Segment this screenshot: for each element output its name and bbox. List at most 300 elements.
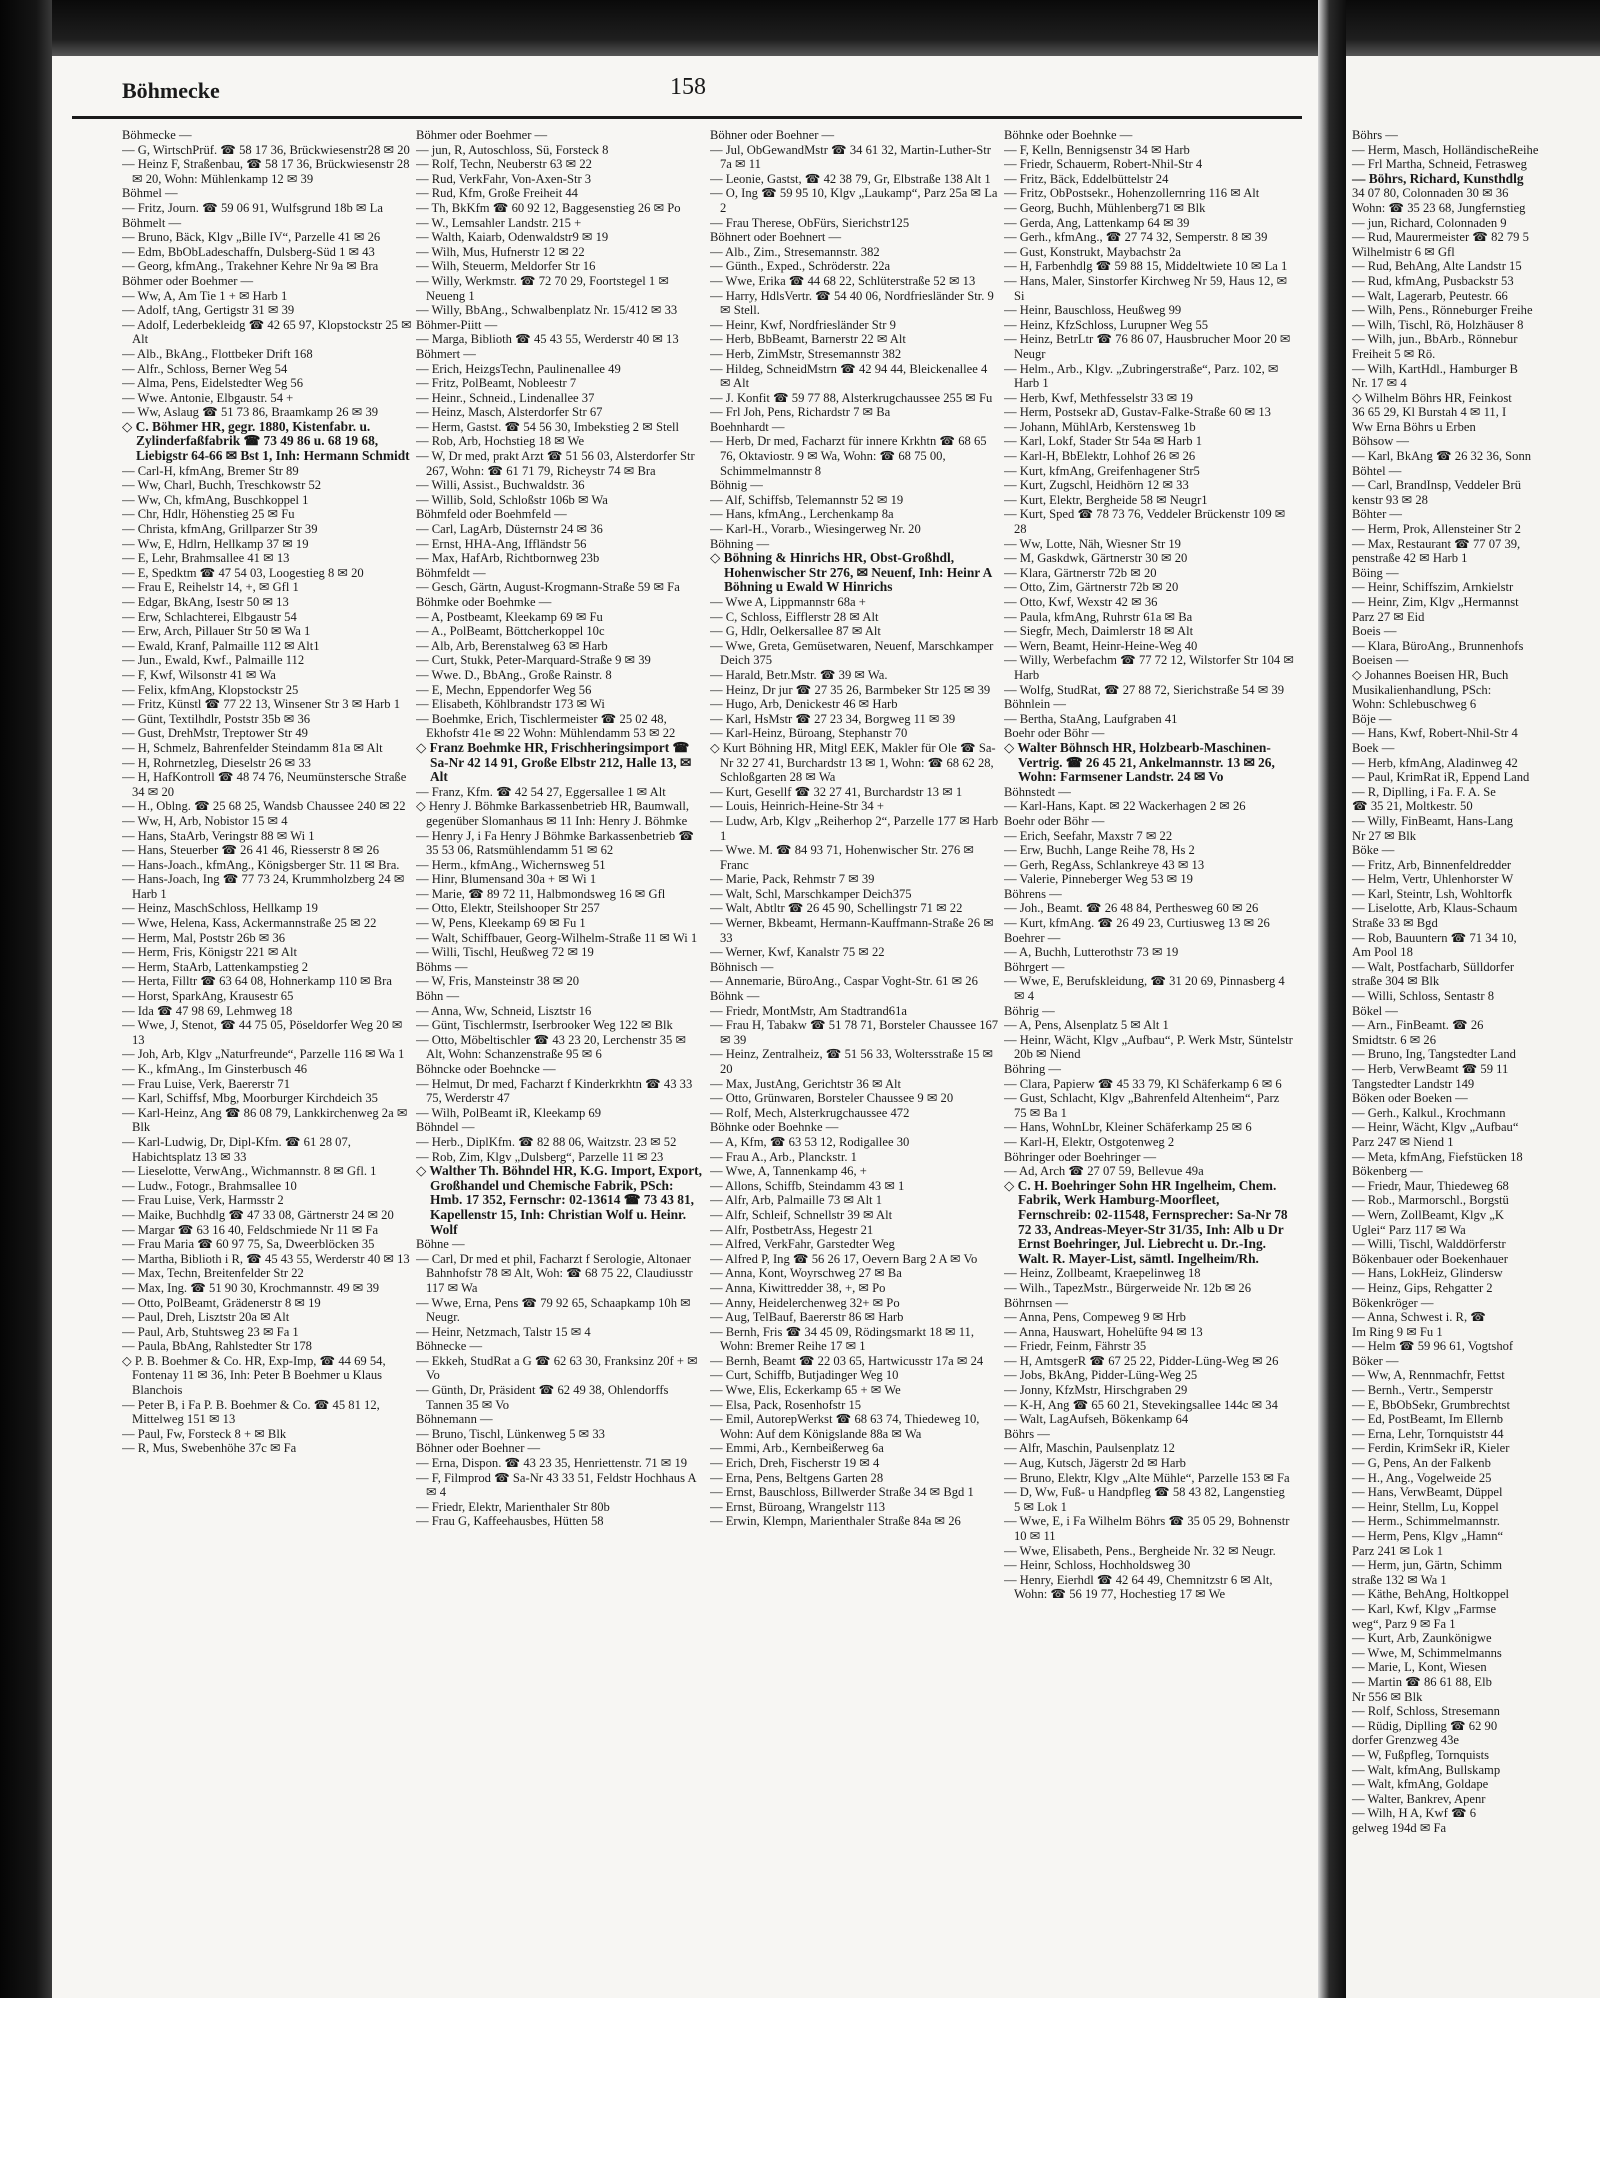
directory-entry: — Heinr, Bauschloss, Heußweg 99	[1004, 303, 1182, 318]
directory-entry: Bökenbauer oder Boekenhauer	[1352, 1251, 1508, 1266]
directory-entry: — Klara, BüroAng., Brunnenhofs	[1352, 638, 1524, 653]
directory-entry: — Marie, L, Kont, Wiesen	[1352, 1660, 1487, 1675]
directory-entry: Böhnert oder Boehnert —	[710, 230, 842, 245]
directory-entry: — Max, Restaurant ☎ 77 07 39,	[1352, 536, 1521, 551]
next-page-fragment	[1346, 56, 1600, 1998]
directory-entry: Smidtstr. 6 ✉ 26	[1352, 1032, 1437, 1047]
directory-entry: — Frl Martha, Schneid, Fetrasweg	[1352, 157, 1527, 172]
directory-entry: — Heinz, MaschSchloss, Hellkamp 19	[122, 901, 318, 916]
directory-entry: — Rob., Marmorschl., Borgstü	[1352, 1193, 1509, 1208]
directory-entry: — Herb, ZimMstr, Stresemannstr 382	[710, 346, 902, 361]
directory-entry: — Rob, Zim, Klgv „Dulsberg“, Parzelle 11 ✉ 23	[416, 1149, 664, 1164]
directory-entry: — Rüdig, Diplling ☎ 62 90	[1352, 1718, 1498, 1733]
directory-entry: Böhnke oder Boehnke —	[1004, 128, 1133, 142]
directory-entry: — J. Konfit ☎ 59 77 88, Alsterkrugchaussee 255 ✉ Fu	[710, 390, 993, 405]
directory-entry: — Joh., Beamt. ☎ 26 48 84, Perthesweg 60 ✉ 26	[1004, 901, 1259, 916]
directory-entry-firm: ◇ C. H. Boehringer Sohn HR Ingelheim, Chem. Fabrik, Werk Hamburg-Moorfleet, Fernschreib: 02-11548, Fernsprecher: Sa-Nr 78 72 33, Andreas-Meyer-Str 31/35, Inh: Alb u Dr Ernst Boehringer, Jul. Liebrecht u. Dr.-Ing. Walt. R. Mayer-List, sämtl. Ingelheim/Rh.	[1004, 1177, 1288, 1266]
directory-entry: — Felix, kfmAng, Klopstockstr 25	[122, 682, 299, 697]
directory-entry: — Heinz, BetrLtr ☎ 76 86 07, Hausbrucher Moor 20 ✉ Neugr	[1004, 332, 1291, 361]
directory-entry: — Helmut, Dr med, Facharzt f Kinderkrkhtn ☎ 43 33 75, Werderstr 47	[416, 1076, 693, 1106]
directory-entry: — Elisabeth, Köhlbrandstr 173 ✉ Wi	[416, 697, 605, 712]
directory-entry: — Ww, E, Hdlrn, Hellkamp 37 ✉ 19	[122, 536, 309, 551]
directory-entry: — Walt, Schl, Marschkamper Deich375	[710, 886, 912, 901]
directory-entry-firm: ◇ Franz Boehmke HR, Frischheringsimport ☎ Sa-Nr 42 14 91, Große Elbstr 212, Halle 13, ✉ Alt	[416, 739, 692, 785]
directory-entry: 36 65 29, Kl Burstah 4 ✉ 11, I	[1352, 405, 1507, 420]
directory-entry: — Walt, Abtltr ☎ 26 45 90, Schellingstr 71 ✉ 22	[710, 901, 963, 916]
directory-entry: — jun, R, Autoschloss, Sü, Forsteck 8	[416, 142, 609, 157]
directory-entry: Böhrens —	[1004, 886, 1062, 901]
directory-entry: — Anna, Ww, Schneid, Lisztstr 16	[416, 1003, 592, 1018]
directory-entry: — Helm, Vertr, Uhlenhorster W	[1352, 872, 1514, 887]
directory-entry: — Franz, Kfm. ☎ 42 54 27, Eggersallee 1 ✉ Alt	[416, 784, 666, 799]
directory-entry: — Ernst, HHA-Ang, Iffländstr 56	[416, 536, 587, 551]
directory-entry: — Otto, Elektr, Steilshooper Str 257	[416, 901, 600, 916]
directory-entry: — Fritz, PolBeamt, Nobleestr 7	[416, 376, 577, 391]
directory-entry: — Valerie, Pinneberger Weg 53 ✉ 19	[1004, 872, 1193, 887]
directory-entry: — Frau E, Reihelstr 14, +, ✉ Gfl 1	[122, 580, 299, 595]
directory-entry: — Anna, Kiwittredder 38, +, ✉ Po	[710, 1280, 886, 1295]
directory-entry: — Kurt, Sped ☎ 78 73 76, Veddeler Brückenstr 109 ✉ 28	[1004, 507, 1286, 537]
directory-entry: — Georg, kfmAng., Trakehner Kehre Nr 9a ✉ Bra	[122, 259, 379, 274]
directory-entry: — Margar ☎ 63 16 40, Feldschmiede Nr 11 ✉ Fa	[122, 1222, 379, 1237]
directory-entry: Böhms —	[416, 959, 468, 974]
directory-entry: — G, WirtschPrüf. ☎ 58 17 36, Brückwiesenstr28 ✉ 20	[122, 142, 410, 157]
directory-entry: — Heinr, Schiffszim, Arnkielstr	[1352, 580, 1514, 595]
directory-entry: — Frau Maria ☎ 60 97 75, Sa, Dweerblöcken 35	[122, 1237, 375, 1252]
directory-entry: — Otto, Zim, Gärtnerstr 72b ✉ 20	[1004, 580, 1179, 595]
directory-entry: Böhndel —	[416, 1120, 475, 1135]
directory-entry: ◇ Kurt Böhning HR, Mitgl EEK, Makler für Ole ☎ Sa-Nr 32 27 41, Burchardstr 13 ✉ 1, Wohn: ☎ 68 62 28, Schloßgarten 28 ✉ Wa	[710, 740, 996, 785]
directory-entry: Böhmel —	[122, 186, 178, 201]
directory-entry: — Alfr, PostbetrAss, Hegestr 21	[710, 1222, 874, 1237]
directory-entry: — G, Pens, An der Falkenb	[1352, 1456, 1491, 1471]
directory-entry: — W, Fris, Mansteinstr 38 ✉ 20	[416, 974, 580, 989]
directory-entry: — Wwe, J, Stenot, ☎ 44 75 05, Pöseldorfer Weg 20 ✉ 13	[122, 1018, 403, 1047]
directory-entry: — Wwe. D., BbAng., Große Rainstr. 8	[416, 667, 612, 682]
directory-entry: — Arn., FinBeamt. ☎ 26	[1352, 1018, 1484, 1033]
directory-entry: — Alfr., Schloss, Berner Weg 54	[122, 361, 288, 376]
directory-entry: — Erw, Buchh, Lange Reihe 78, Hs 2	[1004, 843, 1195, 858]
directory-entry: — Karl-Heinz, Ang ☎ 86 08 79, Lankkirchenweg 2a ✉ Blk	[122, 1105, 408, 1135]
directory-entry: — Jobs, BkAng, Pidder-Lüng-Weg 25	[1004, 1368, 1198, 1383]
directory-entry: — Wolfg, StudRat, ☎ 27 88 72, Sierichstraße 54 ✉ 39	[1004, 682, 1284, 697]
directory-entry: — Jun., Ewald, Kwf., Palmaille 112	[122, 653, 305, 668]
directory-entry: — Willy, FinBeamt, Hans-Lang	[1352, 813, 1514, 828]
scan-border-gutter	[1318, 0, 1346, 2000]
directory-entry: — Hans-Joach., kfmAng., Königsberger Str. 11 ✉ Bra.	[122, 857, 400, 872]
directory-entry: — A., PolBeamt, Böttcherkoppel 10c	[416, 624, 605, 639]
directory-entry: — Boehmke, Erich, Tischlermeister ☎ 25 02 48, Ekhofstr 41e ✉ 22 Wohn: Mühlendamm 53 ✉ 22	[416, 711, 676, 741]
directory-entry: — Th, BkKfm ☎ 60 92 12, Baggesenstieg 26 ✉ Po	[416, 200, 681, 215]
directory-entry: Böhtel —	[1352, 463, 1402, 478]
directory-entry: — Walt, kfmAng, Goldape	[1352, 1777, 1489, 1792]
directory-entry: — Fritz, Arb, Binnenfeldredder	[1352, 857, 1512, 872]
directory-entry: — Martha, Biblioth i R, ☎ 45 43 55, Werderstr 40 ✉ 13	[122, 1251, 410, 1266]
directory-entry: Böje —	[1352, 711, 1392, 726]
directory-entry: — Rolf, Schloss, Stresemann	[1352, 1704, 1500, 1719]
directory-entry: Boehr oder Böhr —	[1004, 726, 1105, 741]
directory-entry: — Ww, Aslaug ☎ 51 73 86, Braamkamp 26 ✉ 39	[122, 405, 379, 420]
directory-entry: straße 304 ✉ Blk	[1352, 974, 1440, 989]
directory-entry: — Willy, Werkmstr. ☎ 72 70 29, Foortstegel 1 ✉ Neueng 1	[416, 273, 669, 303]
directory-entry: — Gust, Schlacht, Klgv „Bahrenfeld Altenheim“, Parz 75 ✉ Ba 1	[1004, 1091, 1280, 1120]
directory-entry: — Wwe, Erna, Pens ☎ 79 92 65, Schaapkamp 10h ✉ Neugr.	[416, 1295, 691, 1325]
directory-entry: — Günt, Textilhdlr, Poststr 35b ✉ 36	[122, 711, 311, 726]
directory-entry: — Kurt, Zugschl, Heidhörn 12 ✉ 33	[1004, 478, 1189, 493]
directory-entry: — Otto, Möbeltischler ☎ 43 23 20, Lerchenstr 35 ✉ Alt, Wohn: Schanzenstraße 95 ✉ 6	[416, 1032, 687, 1062]
directory-entry: Parz 241 ✉ Lok 1	[1352, 1543, 1443, 1558]
directory-entry: Böhner oder Boehner —	[710, 128, 835, 142]
directory-entry: — Werner, Bkbeamt, Hermann-Kauffmann-Straße 26 ✉ 33	[710, 916, 994, 945]
directory-entry: — Marie, ☎ 89 72 11, Halbmondsweg 16 ✉ Gfl	[416, 886, 666, 901]
directory-entry: — Otto, PolBeamt, Grädenerstr 8 ✉ 19	[122, 1295, 321, 1310]
directory-entry: — Kurt, Arb, Zaunkönigwe	[1352, 1631, 1492, 1646]
directory-entry: — Erna, Lehr, Tornquiststr 44	[1352, 1426, 1504, 1441]
directory-entry: — Ernst, Bauschloss, Billwerder Straße 34 ✉ Bgd 1	[710, 1485, 974, 1500]
directory-entry: Böken oder Boeken —	[1352, 1091, 1468, 1106]
directory-entry: — Rolf, Mech, Alsterkrugchaussee 472	[710, 1105, 910, 1120]
directory-column-2	[416, 128, 706, 1988]
directory-entry: — Ekkeh, StudRat a G ☎ 62 63 30, Franksinz 20f + ✉ Vo	[416, 1353, 698, 1383]
directory-entry: — Herb, BbBeamt, Barnerstr 22 ✉ Alt	[710, 332, 906, 347]
directory-entry: — Meta, kfmAng, Fiefstücken 18	[1352, 1149, 1523, 1164]
directory-entry: — Heinr, Schloss, Hochholdsweg 30	[1004, 1558, 1191, 1573]
directory-entry: — Joh, Arb, Klgv „Naturfreunde“, Parzelle 116 ✉ Wa 1	[122, 1047, 405, 1062]
directory-entry: Straße 33 ✉ Bgd	[1352, 916, 1438, 931]
directory-entry: — Carl, LagArb, Düsternstr 24 ✉ 36	[416, 522, 603, 537]
directory-entry: — Erich, Dreh, Fischerstr 19 ✉ 4	[710, 1456, 880, 1471]
directory-entry: — Heinr, Kwf, Nordfriesländer Str 9	[710, 317, 896, 332]
directory-entry: — Herm, jun, Gärtn, Schimm	[1352, 1558, 1503, 1573]
directory-entry: — R, Diplling, i Fa. F. A. Se	[1352, 784, 1496, 799]
directory-entry: — Gerh., Kalkul., Krochmann	[1352, 1105, 1506, 1120]
directory-entry: — H., Oblng. ☎ 25 68 25, Wandsb Chaussee 240 ✉ 22	[122, 799, 406, 814]
directory-entry: — Annemarie, BüroAng., Caspar Voght-Str. 61 ✉ 26	[710, 974, 978, 989]
directory-column-5	[1352, 128, 1600, 1835]
directory-entry: straße 132 ✉ Wa 1	[1352, 1572, 1447, 1587]
directory-entry: — Rud, Maurermeister ☎ 82 79 5	[1352, 230, 1529, 245]
directory-entry: — Herm, Gastst. ☎ 54 56 30, Imbekstieg 2 ✉ Stell	[416, 419, 680, 434]
directory-entry: Böhrs —	[1004, 1426, 1050, 1441]
directory-entry: ◇ P. B. Boehmer & Co. HR, Exp-Imp, ☎ 44 69 54, Fontenay 11 ✉ 36, Inh: Peter B Boehmer u Klaus Blanchois	[122, 1353, 386, 1398]
directory-entry: — W., Lemsahler Landstr. 215 +	[416, 215, 582, 230]
directory-entry: — Anny, Heidelerchenweg 32+ ✉ Po	[710, 1295, 900, 1310]
directory-entry: — Wern, Beamt, Heinr-Heine-Weg 40	[1004, 638, 1198, 653]
directory-entry: — Bernh, Fris ☎ 34 45 09, Rödingsmarkt 18 ✉ 11, Wohn: Bremer Reihe 17 ✉ 1	[710, 1324, 975, 1354]
directory-entry: — Karl-H, Elektr, Ostgotenweg 2	[1004, 1134, 1175, 1149]
directory-entry: Boehrer —	[1004, 930, 1061, 945]
directory-entry: — Wern, ZollBeamt, Klgv „K	[1352, 1207, 1504, 1222]
directory-entry: — Ed, PostBeamt, Im Ellernb	[1352, 1412, 1504, 1427]
directory-entry: kenstr 93 ✉ 28	[1352, 492, 1428, 507]
directory-entry: Böhrs —	[1352, 128, 1398, 142]
directory-entry: — Heinr, Wächt, Klgv „Aufbau“	[1352, 1120, 1519, 1135]
directory-entry: — Horst, SparkAng, Krausestr 65	[122, 989, 294, 1004]
directory-entry: — Wwe A, Lippmannstr 68a +	[710, 595, 866, 609]
directory-entry: Böhnke oder Boehnke —	[710, 1120, 839, 1135]
directory-entry: — Clara, Papierw ☎ 45 33 79, Kl Schäferkamp 6 ✉ 6	[1004, 1076, 1282, 1091]
directory-entry: — Helm ☎ 59 96 61, Vogtshof	[1352, 1339, 1514, 1354]
directory-entry: — Alfr, Schleif, Schnellstr 39 ✉ Alt	[710, 1207, 893, 1222]
directory-entry: — Friedr, Maur, Thiedeweg 68	[1352, 1178, 1509, 1193]
directory-entry: — Ida ☎ 47 98 69, Lehmweg 18	[122, 1003, 293, 1018]
directory-entry: — Wwe. M. ☎ 84 93 71, Hohenwischer Str. 276 ✉ Franc	[710, 843, 974, 872]
directory-entry: — Heinr., Schneid., Lindenallee 37	[416, 390, 595, 405]
directory-entry: — Herb, kfmAng, Aladinweg 42	[1352, 755, 1518, 770]
directory-entry: — Anna, Pens, Compeweg 9 ✉ Hrb	[1004, 1310, 1186, 1325]
directory-entry: — Walt, kfmAng, Bullskamp	[1352, 1762, 1501, 1777]
directory-entry: — Kurt, kfmAng. ☎ 26 49 23, Curtiusweg 13 ✉ 26	[1004, 916, 1270, 931]
directory-entry: — Otto, Grünwaren, Borsteler Chaussee 9 ✉ 20	[710, 1091, 954, 1106]
directory-entry: — Karl, Steintr, Lsh, Wohltorfk	[1352, 886, 1513, 901]
directory-entry: — F, Filmprod ☎ Sa-Nr 43 33 51, Feldstr Hochhaus A ✉ 4	[416, 1470, 696, 1500]
directory-entry: — Erw, Arch, Pillauer Str 50 ✉ Wa 1	[122, 624, 311, 639]
directory-entry: — Herm, Pens, Klgv „Hamn“	[1352, 1529, 1504, 1543]
directory-entry: Musikalienhandlung, PSch:	[1352, 682, 1492, 697]
directory-entry: — Karl-H., Vorarb., Wiesingerweg Nr. 20	[710, 522, 921, 537]
directory-entry: ◇ Henry J. Böhmke Barkassenbetrieb HR, Baumwall, gegenüber Slomanhaus ✉ 11 Inh: Henry J. Böhmke	[416, 799, 690, 828]
directory-entry: — Karl-H, BbElektr, Lohhof 26 ✉ 26	[1004, 449, 1196, 464]
directory-entry: — Erw, Schlachterei, Elbgaustr 54	[122, 609, 297, 624]
directory-entry: — Anna, Schwest i. R, ☎	[1352, 1310, 1486, 1325]
directory-entry: — Ww, A, Rennmachfr, Fettst	[1352, 1368, 1505, 1383]
directory-entry: — Anna, Hauswart, Hohelüfte 94 ✉ 13	[1004, 1324, 1203, 1339]
directory-entry: Böhrgert —	[1004, 959, 1065, 974]
directory-entry: — Herb, Kwf, Methfesselstr 33 ✉ 19	[1004, 390, 1193, 405]
directory-entry: — Ww, Lotte, Näh, Wiesner Str 19	[1004, 536, 1181, 551]
directory-column-3	[710, 128, 1000, 1988]
directory-entry: Böhning —	[710, 536, 770, 551]
scan-border-bottom	[0, 1998, 1600, 2177]
directory-entry: — Karl, Kwf, Klgv „Farmse	[1352, 1601, 1497, 1616]
directory-entry-firm: ◇ Walter Böhnsch HR, Holzbearb-Maschinen-Vertrig. ☎ 26 45 21, Ankelmannstr. 13 ✉ 26, Wohn: Farmsener Landstr. 24 ✉ Vo	[1004, 739, 1275, 785]
directory-entry: — Hans, Maler, Sinstorfer Kirchweg Nr 59, Haus 12, ✉ Si	[1004, 273, 1288, 303]
directory-entry: — A, Pens, Alsenplatz 5 ✉ Alt 1	[1004, 1018, 1169, 1033]
directory-entry: — Alfr, Maschin, Paulsenplatz 12	[1004, 1441, 1175, 1456]
directory-entry: — Hans, kfmAng., Lerchenkamp 8a	[710, 507, 894, 522]
directory-entry: Böhne —	[416, 1237, 465, 1252]
directory-entry: — Bruno, Bäck, Klgv „Bille IV“, Parzelle 41 ✉ 26	[122, 230, 381, 245]
directory-entry: — E, Spedktm ☎ 47 54 03, Loogestieg 8 ✉ 20	[122, 565, 364, 580]
directory-entry: ◇ Johannes Boeisen HR, Buch	[1352, 667, 1509, 682]
directory-entry: — Gust, DrehMstr, Treptower Str 49	[122, 726, 308, 741]
directory-entry: — E, Lehr, Brahmsallee 41 ✉ 13	[122, 551, 290, 566]
directory-entry: Bökenberg —	[1352, 1164, 1423, 1179]
directory-entry: — Herb, Dr med, Facharzt für innere Krkhtn ☎ 68 65 76, Oktaviostr. 9 ✉ Wa, Wohn: ☎ 68 75 00, Schimmelmannstr 8	[710, 434, 987, 478]
directory-entry: — Erna, Pens, Beltgens Garten 28	[710, 1470, 884, 1485]
directory-entry: — Johann, MühlArb, Kerstensweg 1b	[1004, 419, 1196, 434]
directory-entry: — Walt, Postfacharb, Sülldorfer	[1352, 959, 1515, 974]
directory-entry: — Walt, LagAufseh, Bökenkamp 64	[1004, 1412, 1189, 1427]
directory-entry: — Wilh, Pens., Rönneburger Freihe	[1352, 303, 1533, 318]
directory-entry: — Hans, Steuerber ☎ 26 41 46, Riesserstr 8 ✉ 26	[122, 843, 380, 858]
directory-column-4	[1004, 128, 1294, 1988]
directory-entry: Wohn: Schlebuschweg 6	[1352, 697, 1477, 712]
directory-entry: — Wwe, Elis, Eckerkamp 65 + ✉ We	[710, 1383, 901, 1398]
directory-entry: — Wwe, A, Tannenkamp 46, +	[710, 1164, 867, 1179]
directory-entry: — Hans, WohnLbr, Kleiner Schäferkamp 25 ✉ 6	[1004, 1120, 1252, 1135]
directory-entry: — Erna, Dispon. ☎ 43 23 35, Henriettenstr. 71 ✉ 19	[416, 1456, 688, 1471]
scan-border-left	[0, 0, 52, 2000]
directory-entry: — Allons, Schiffb, Steindamm 43 ✉ 1	[710, 1178, 905, 1193]
directory-entry: — Fritz, ObPostsekr., Hohenzollernring 116 ✉ Alt	[1004, 186, 1260, 201]
directory-entry: — Max, Ing. ☎ 51 90 30, Krochmannstr. 49 ✉ 39	[122, 1280, 380, 1295]
directory-entry: — Rud, Kfm, Große Freiheit 44	[416, 186, 578, 201]
directory-entry: — R, Mus, Swebenhöhe 37c ✉ Fa	[122, 1441, 297, 1456]
directory-entry: — Herta, Filltr ☎ 63 64 08, Hohnerkamp 110 ✉ Bra	[122, 974, 392, 989]
directory-entry: — Wilh, Mus, Hufnerstr 12 ✉ 22	[416, 244, 585, 259]
directory-entry: — Frl Joh, Pens, Richardstr 7 ✉ Ba	[710, 405, 891, 420]
directory-entry: — D, Ww, Fuß- u Handpfleg ☎ 58 43 82, Langenstieg 5 ✉ Lok 1	[1004, 1485, 1285, 1514]
directory-entry: Böhring —	[1004, 1062, 1062, 1076]
directory-entry: — Rob, Arb, Hochstieg 18 ✉ We	[416, 434, 585, 449]
directory-entry: — Max, HafArb, Richtbornweg 23b	[416, 551, 600, 566]
directory-entry: penstraße 42 ✉ Harb 1	[1352, 551, 1468, 566]
directory-entry: — H, Schmelz, Bahrenfelder Steindamm 81a ✉ Alt	[122, 740, 383, 755]
directory-entry: — Klara, Gärtnerstr 72b ✉ 20	[1004, 565, 1157, 580]
directory-entry: Parz 247 ✉ Niend 1	[1352, 1134, 1454, 1149]
directory-entry: Nr 556 ✉ Blk	[1352, 1689, 1423, 1704]
directory-entry: — Wilh, H A, Kwf ☎ 6	[1352, 1806, 1477, 1821]
directory-entry: — Alf, Schiffsb, Telemannstr 52 ✉ 19	[710, 492, 904, 507]
running-title: Böhmecke	[122, 78, 220, 103]
directory-entry: — Hans, VerwBeamt, Düppel	[1352, 1485, 1503, 1500]
directory-entry: — A, Kfm, ☎ 63 53 12, Rodigallee 30	[710, 1134, 910, 1149]
directory-entry: 34 07 80, Colonnaden 30 ✉ 36	[1352, 186, 1509, 201]
directory-entry: — Carl, BrandInsp, Veddeler Brü	[1352, 478, 1522, 493]
directory-entry: — Hans, Kwf, Robert-Nhil-Str 4	[1352, 726, 1518, 741]
directory-entry: Böhmfeldt —	[416, 565, 486, 580]
directory-entry: — Curt, Schiffb, Butjadinger Weg 10	[710, 1368, 899, 1383]
directory-entry: — Karl, Lokf, Stader Str 54a ✉ Harb 1	[1004, 434, 1203, 449]
directory-entry: — Herm, Postsekr aD, Gustav-Falke-Straße 60 ✉ 13	[1004, 405, 1271, 420]
directory-entry: Bökenkröger —	[1352, 1295, 1434, 1310]
directory-entry: — Ww, Ch, kfmAng, Buschkoppel 1	[122, 492, 309, 507]
directory-entry: — Bruno, Elektr, Klgv „Alte Mühle“, Parzelle 153 ✉ Fa	[1004, 1470, 1290, 1485]
directory-entry: — Bruno, Ing, Tangstedter Land	[1352, 1047, 1516, 1062]
directory-entry: Böhmelt —	[122, 215, 182, 230]
directory-entry: — Heinz, Zentralheiz, ☎ 51 56 33, Woltersstraße 15 ✉ 20	[710, 1047, 994, 1076]
directory-entry: — Heinr, Stellm, Lu, Koppel	[1352, 1499, 1499, 1514]
directory-entry: — Günt, Tischlermstr, Iserbrooker Weg 122 ✉ Blk	[416, 1018, 673, 1033]
directory-entry: — Heinz, Masch, Alsterdorfer Str 67	[416, 405, 603, 420]
directory-entry: — Harald, Betr.Mstr. ☎ 39 ✉ Wa.	[710, 667, 888, 682]
directory-entry: Uglei“ Parz 117 ✉ Wa	[1352, 1222, 1466, 1237]
directory-entry: — H, Farbenhdlg ☎ 59 88 15, Middeltwiete 10 ✉ La 1	[1004, 259, 1288, 274]
directory-entry: — Liselotte, Arb, Klaus-Schaum	[1352, 901, 1518, 916]
directory-entry: — Erich, Seefahr, Maxstr 7 ✉ 22	[1004, 828, 1173, 843]
directory-entry: — Walt, Schiffbauer, Georg-Wilhelm-Straße 11 ✉ Wi 1	[416, 930, 698, 945]
directory-entry: — Paul, Dreh, Lisztstr 20a ✉ Alt	[122, 1310, 290, 1325]
directory-entry: — Heinz, Gips, Rehgatter 2	[1352, 1280, 1493, 1295]
directory-entry: Boehnhardt —	[710, 419, 785, 434]
directory-entry: — Anna, Kont, Woyrschweg 27 ✉ Ba	[710, 1266, 902, 1281]
directory-entry: — Ludw, Arb, Klgv „Reiherhop 2“, Parzelle 177 ✉ Harb 1	[710, 813, 999, 843]
directory-entry: — Wwe, E, i Fa Wilhelm Böhrs ☎ 35 05 29, Bohnenstr 10 ✉ 11	[1004, 1514, 1290, 1543]
directory-entry: Wohn: ☎ 35 23 68, Jungfernstieg	[1352, 200, 1526, 215]
directory-entry: — Leonie, Gastst, ☎ 42 38 79, Gr, Elbstraße 138 Alt 1	[710, 171, 991, 186]
directory-entry: — Heinr, Netzmach, Talstr 15 ✉ 4	[416, 1324, 591, 1339]
directory-entry: — Willi, Schloss, Sentastr 8	[1352, 989, 1494, 1004]
directory-entry: — Adolf, tAng, Gertigstr 31 ✉ 39	[122, 303, 295, 318]
directory-entry: Böing —	[1352, 565, 1399, 580]
directory-entry: — Hans, StaArb, Veringstr 88 ✉ Wi 1	[122, 828, 315, 843]
directory-entry-firm: — Böhrs, Richard, Kunsthdlg	[1352, 170, 1524, 186]
directory-entry: Böhrig —	[1004, 1003, 1055, 1018]
directory-entry: — Karl, Schiffsf, Mbg, Moorburger Kirchdeich 35	[122, 1091, 378, 1106]
directory-entry: — Günth, Dr, Präsident ☎ 62 49 38, Ohlendorffs Tannen 35 ✉ Vo	[416, 1383, 669, 1412]
directory-entry: — Aug, Kutsch, Jägerstr 2d ✉ Harb	[1004, 1456, 1186, 1471]
directory-entry: — Marga, Biblioth ☎ 45 43 55, Werderstr 40 ✉ 13	[416, 332, 679, 347]
directory-entry: — Chr, Hdlr, Höhenstieg 25 ✉ Fu	[122, 507, 295, 522]
directory-entry: Böhnemann —	[416, 1412, 493, 1427]
directory-entry: — Kurt, Elektr, Bergheide 58 ✉ Neugr1	[1004, 492, 1208, 507]
directory-entry: — H, Rohrnetzleg, Dieselstr 26 ✉ 33	[122, 755, 311, 770]
directory-entry: — Frau G, Kaffeehausbes, Hütten 58	[416, 1514, 604, 1529]
directory-entry: — Hans, LokHeiz, Glindersw	[1352, 1266, 1503, 1281]
directory-entry: — Karl-Heinz, Büroang, Stephanstr 70	[710, 726, 908, 741]
directory-entry: — Harry, HdlsVertr. ☎ 54 40 06, Nordfriesländer Str. 9 ✉ Stell.	[710, 288, 994, 318]
directory-entry: — Wilh, PolBeamt iR, Kleekamp 69	[416, 1105, 602, 1120]
directory-entry: — Herb, VerwBeamt ☎ 59 11	[1352, 1062, 1509, 1076]
directory-entry: — Wwe, Elisabeth, Pens., Bergheide Nr. 32 ✉ Neugr.	[1004, 1543, 1276, 1558]
directory-entry: — Adolf, Lederbekleidg ☎ 42 65 97, Klopstockstr 25 ✉ Alt	[122, 317, 412, 347]
directory-entry: — Rud, VerkFahr, Von-Axen-Str 3	[416, 171, 592, 186]
directory-entry: — Jonny, KfzMstr, Hirschgraben 29	[1004, 1383, 1188, 1398]
directory-entry: — Herm, Fris, Königstr 221 ✉ Alt	[122, 945, 297, 960]
directory-entry: — Marie, Pack, Rehmstr 7 ✉ 39	[710, 872, 875, 887]
directory-entry: — O, Ing ☎ 59 95 10, Klgv „Laukamp“, Parz 25a ✉ La 2	[710, 186, 998, 215]
directory-entry-firm: ◇ C. Böhmer HR, gegr. 1880, Kistenfabr. u. Zylinderfaßfabrik ☎ 73 49 86 u. 68 19 68, Liebigstr 64-66 ✉ Bst 1, Inh: Hermann Schmidt	[122, 418, 410, 464]
directory-entry: — Wwe, Greta, Gemüsetwaren, Neuenf, Marschkamper Deich 375	[710, 638, 994, 668]
directory-entry: — Ernst, Büroang, Wrangelstr 113	[710, 1499, 886, 1514]
directory-entry: — Ewald, Kranf, Palmaille 112 ✉ Alt1	[122, 638, 320, 653]
directory-entry: — Elsa, Pack, Rosenhofstr 15	[710, 1397, 862, 1412]
directory-entry: — H., Ang., Vogelweide 25	[1352, 1470, 1492, 1485]
directory-entry: Böhnecke —	[416, 1339, 483, 1354]
directory-entry: — Ad, Arch ☎ 27 07 59, Bellevue 49a	[1004, 1164, 1204, 1179]
directory-entry: Boeis —	[1352, 624, 1397, 639]
directory-entry: Böhrnsen —	[1004, 1295, 1069, 1310]
directory-entry: — Wwe. Antonie, Elbgaustr. 54 +	[122, 390, 294, 405]
directory-entry: Nr 27 ✉ Blk	[1352, 828, 1417, 843]
directory-entry: — Bernh., Vertr., Semperstr	[1352, 1383, 1493, 1398]
directory-entry: Parz 27 ✉ Eid	[1352, 609, 1425, 624]
directory-entry: Böhn —	[416, 989, 460, 1004]
directory-entry: weg“, Parz 9 ✉ Fa 1	[1352, 1616, 1456, 1631]
directory-entry: — Wilh, jun., BbArb., Rönnebur	[1352, 332, 1518, 347]
directory-entry: Böhmer-Piitt —	[416, 317, 498, 332]
directory-entry: — Max, JustAng, Gerichtstr 36 ✉ Alt	[710, 1076, 902, 1091]
directory-entry: Böhmer oder Boehmer —	[122, 273, 254, 288]
directory-entry: — A, Buchh, Lutterothstr 73 ✉ 19	[1004, 945, 1179, 960]
directory-entry: — Willi, Tischl, Walddörferstr	[1352, 1237, 1506, 1252]
directory-entry: Tangstedter Landstr 149	[1352, 1076, 1475, 1091]
directory-entry: — Hildeg, SchneidMstrn ☎ 42 94 44, Bleickenallee 4 ✉ Alt	[710, 361, 988, 391]
directory-entry: — Lieselotte, VerwAng., Wichmannstr. 8 ✉ Gfl. 1	[122, 1164, 377, 1179]
directory-entry: — C, Schloss, Eifflerstr 28 ✉ Alt	[710, 609, 879, 624]
directory-entry: — F, Kwf, Wilsonstr 41 ✉ Wa	[122, 667, 276, 682]
directory-entry: — Wilh., TapezMstr., Bürgerweide Nr. 12b ✉ 26	[1004, 1280, 1252, 1295]
directory-entry: Böhringer oder Boehringer —	[1004, 1149, 1157, 1164]
directory-entry: Boeisen —	[1352, 653, 1409, 668]
directory-entry: — M, Gaskdwk, Gärtnerstr 30 ✉ 20	[1004, 551, 1188, 566]
directory-entry: — Gerh., kfmAng., ☎ 27 74 32, Semperstr. 8 ✉ 39	[1004, 230, 1268, 245]
directory-entry: — Hugo, Arb, Denickestr 46 ✉ Harb	[710, 697, 898, 712]
directory-entry: Böhter —	[1352, 507, 1403, 522]
directory-entry-firm: ◇ Walther Th. Böhndel HR, K.G. Import, Export, Großhandel und Chemische Fabrik, PSch: Hmb. 17 352, Fernschr: 02-13614 ☎ 73 43 81, Kapellenstr 15, Inh: Christian Wolf u. Heinr. Wolf	[416, 1163, 702, 1237]
directory-entry: — Karl, BkAng ☎ 26 32 36, Sonn	[1352, 449, 1532, 464]
